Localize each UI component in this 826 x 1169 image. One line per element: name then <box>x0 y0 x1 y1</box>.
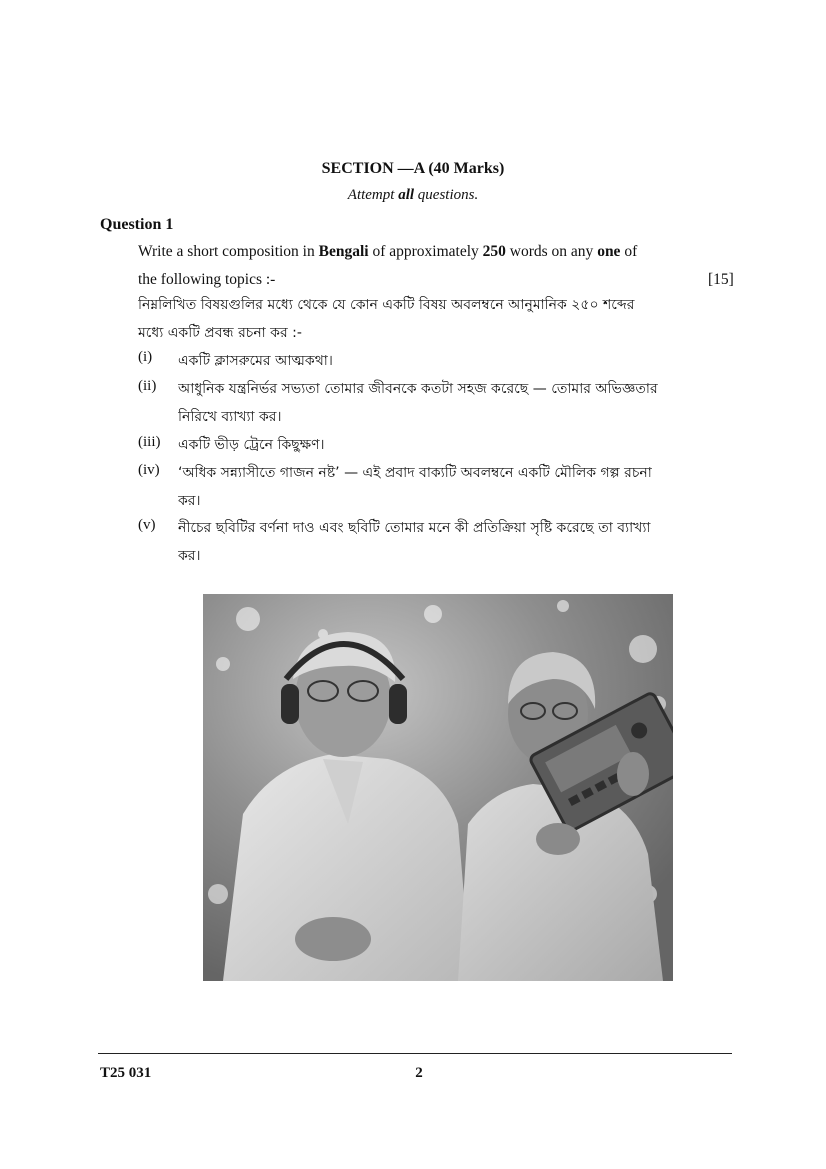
intro-bold-count: 250 <box>482 243 506 260</box>
bengali-intro-line-2: মধ্যে একটি প্রবন্ধ রচনা কর :- <box>138 325 302 341</box>
intro-text: words on any <box>505 243 598 260</box>
option-text: ‘অধিক সন্ন্যাসীতে গাজন নষ্ট’ — এই প্রবাদ বাক্যটি অবলম্বনে একটি মৌলিক গল্প রচনা <box>178 465 652 481</box>
attempt-prefix: Attempt <box>347 187 399 203</box>
paper-code: T25 031 <box>100 1065 152 1081</box>
option-text: নীচের ছবিটির বর্ণনা দাও এবং ছবিটি তোমার মনে কী প্রতিক্রিয়া সৃষ্টি করেছে তা ব্যাখ্যা <box>178 520 651 536</box>
section-title: SECTION —A (40 Marks) <box>321 160 505 177</box>
question-intro-line-1 <box>138 243 694 261</box>
question-intro-line-2: the following topics :- <box>138 271 276 288</box>
option-number: (v) <box>138 517 156 533</box>
intro-text: Write a short composition in <box>138 243 319 260</box>
option-text: একটি ক্লাসরুমের আত্মকথা। <box>178 353 333 369</box>
option-text-continued: নিরিখে ব্যাখ্যা কর। <box>178 409 282 425</box>
intro-text: of approximately <box>368 243 483 260</box>
question-label: Question 1 <box>100 216 174 233</box>
intro-text: of <box>620 243 638 260</box>
option-number: (ii) <box>138 378 157 394</box>
marks-label: [15] <box>708 271 734 288</box>
option-text-continued: কর। <box>178 493 201 509</box>
option-text-continued: কর। <box>178 548 201 564</box>
attempt-instruction <box>0 187 826 204</box>
attempt-emphasis: all <box>398 187 415 203</box>
option-number: (iv) <box>138 462 160 478</box>
option-number: (i) <box>138 349 153 365</box>
option-number: (iii) <box>138 434 161 450</box>
photograph-illustration <box>203 594 673 981</box>
intro-bold-language: Bengali <box>318 243 369 260</box>
intro-bold-one: one <box>597 243 621 260</box>
attempt-suffix: questions. <box>414 187 479 203</box>
option-text: আধুনিক যন্ত্রনির্ভর সভ্যতা তোমার জীবনকে কতটা সহজ করেছে — তোমার অভিজ্ঞতার <box>178 381 658 397</box>
footer-divider <box>98 1053 732 1054</box>
page-number: 2 <box>415 1065 423 1081</box>
option-text: একটি ভীড় ট্রেনে কিছুক্ষণ। <box>178 437 325 453</box>
photograph-elderly-couple <box>203 594 673 981</box>
bengali-intro-line-1: নিম্নলিখিত বিষয়গুলির মধ্যে থেকে যে কোন একটি বিষয় অবলম্বনে আনুমানিক ২৫০ শব্দের <box>138 297 635 313</box>
